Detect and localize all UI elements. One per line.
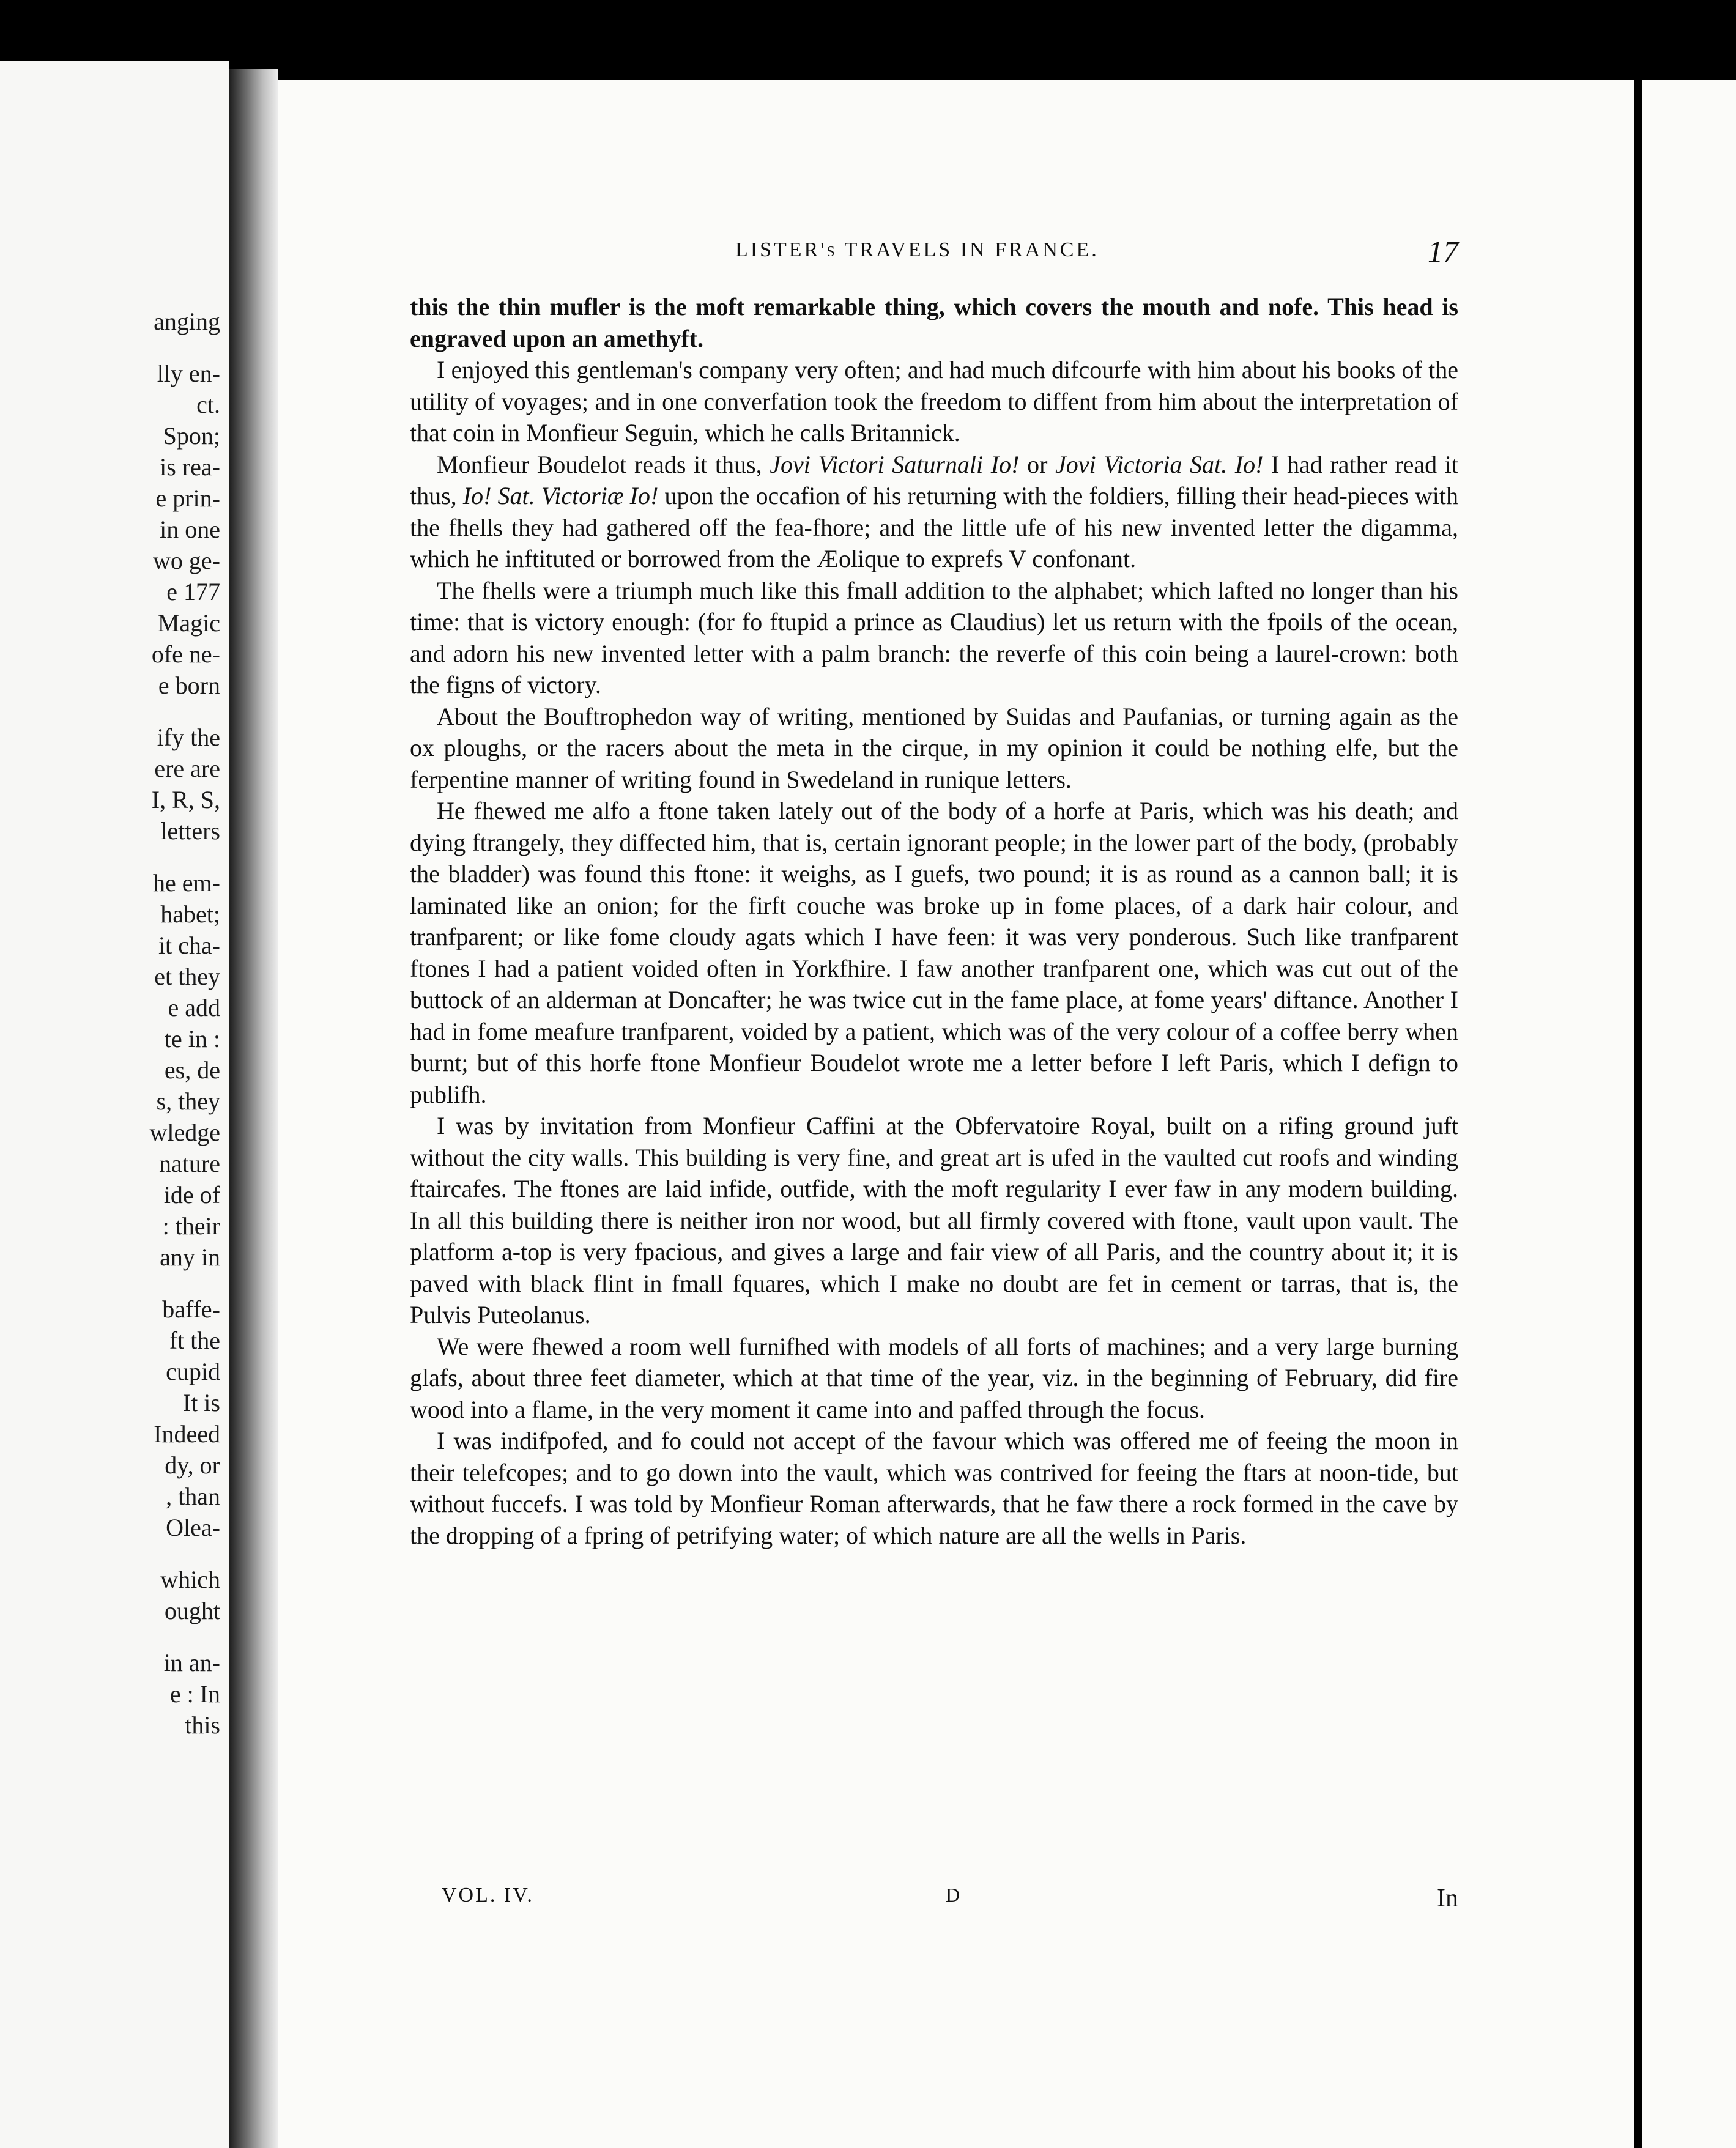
facing-page-line: Magic: [157, 609, 220, 637]
facing-page-line: , than: [166, 1483, 220, 1510]
paragraph-text: He fhewed me alfo a ftone taken lately out of the body of a horfe at Paris, which was his death; and dying ftrangely, they diffected him, that is, certain ignorant people; in the lower part of the body, (probably the bladder) was found this ftone: it weighs, as I guefs, two pound; it is as round as a cannon ball; it is laminated like an onion; for the firft couche was broke up in fome places, of a dark hair colour, and tranfparent; or like fome cloudy agats which I have feen: it was very ponderous. Such like tranfparent ftones I had a patient voided often in Yorkfhire. I faw another tranfparent one, which was cut out of the buttock of an alderman at Doncafter; he was twice cut in the fame place, at fome years' diftance. Another I had in fome meafure tranfparent, voided by a patient, which was of the very colour of a coffee berry when burnt; but of this horfe ftone Monfieur Boudelot wrote me a letter before I left Paris, which I defign to publifh.: [410, 797, 1458, 1108]
facing-page-line: [149, 1273, 220, 1294]
paragraph: [410, 449, 1458, 575]
latin-inscription: Jovi Victori Saturnali Io!: [770, 450, 1020, 478]
facing-page-line: baffe-: [162, 1295, 220, 1323]
facing-page-line: in one: [160, 516, 220, 543]
latin-inscription: Jovi Victoria Sat. Io!: [1055, 450, 1264, 478]
facing-page-line: e prin-: [155, 484, 220, 512]
facing-page-line: ft the: [169, 1327, 220, 1354]
facing-page-line: s, they: [156, 1087, 220, 1115]
facing-page-line: lly en-: [157, 360, 220, 387]
facing-page-line: [149, 701, 220, 722]
facing-page-line: which: [160, 1566, 220, 1593]
scan-frame-edge: [1634, 80, 1642, 2148]
paragraph: [410, 354, 1458, 449]
scan-margin-strip: [1642, 80, 1736, 2148]
facing-page-line: [149, 846, 220, 867]
paragraph-text: We were fhewed a room well furnifhed with models of all forts of machines; and a very large burning glafs, about three feet diameter, which at that time of the year, viz. in the beginning of February, did fire wood into a flame, in the very moment it came into and paffed through the focus.: [410, 1332, 1458, 1423]
page-number: 17: [1428, 234, 1458, 268]
paragraph-text: I was indifpofed, and fo could not accept of the favour which was offered me of feeing the moon in their telefcopes; and to go down into the vault, which was contrived for feeing the ftars at noon-tide, but without fuccefs. I was told by Monfieur Roman afterwards, that he faw there a rock formed in the cave by the dropping of a fpring of petrifying water; of which nature are all the wells in Paris.: [410, 1427, 1458, 1549]
facing-page-fragment: [0, 61, 229, 2148]
facing-page-line: ofe ne-: [151, 640, 220, 668]
facing-page-line: letters: [160, 817, 220, 845]
facing-page-line: in an-: [163, 1649, 220, 1676]
body-text: [410, 291, 1458, 1551]
catchword: In: [1437, 1884, 1458, 1913]
facing-page-line: this: [185, 1711, 220, 1739]
facing-page-line: is rea-: [160, 453, 220, 481]
facing-page-line: he em-: [153, 869, 220, 897]
facing-page-line: habet;: [160, 900, 220, 928]
facing-page-line: ify the: [157, 724, 220, 751]
paragraph-text: I had rather read it thus,: [410, 450, 1459, 509]
facing-page-line: e add: [168, 994, 220, 1021]
paragraph-text: upon the occafion of his returning with the foldiers, filling their head-pieces with the fhells they had gathered off the fea-fhore; and the little ufe of his new invented letter the digamma, which he inftituted or borrowed from the Æolique to exprefs V confonant.: [410, 482, 1459, 572]
facing-page-line: te in :: [164, 1025, 220, 1053]
facing-page-line: nature: [159, 1150, 220, 1177]
facing-page-line: e born: [158, 672, 220, 699]
paragraph: [410, 1110, 1458, 1331]
facing-page-line: e 177: [166, 578, 220, 606]
main-page: [278, 80, 1736, 2148]
signature-mark: D: [946, 1884, 960, 1906]
facing-page-line: cupid: [166, 1358, 220, 1385]
scan-top-border: [0, 0, 1736, 69]
page-header: [278, 234, 1458, 275]
facing-page-line: es, de: [164, 1056, 220, 1084]
facing-page-text: [149, 306, 220, 1741]
paragraph-text: The fhells were a triumph much like this fmall addition to the alphabet; which lafted no longer than his time: that is victory enough: (for fo ftupid a prince as Claudius) let us return with the fpoils of the ocean, and adorn his new invented letter with a palm branch: the reverfe of this coin being a laurel-crown: both the figns of victory.: [410, 576, 1458, 698]
facing-page-line: wledge: [149, 1119, 220, 1146]
running-title: LISTER's TRAVELS IN FRANCE.: [735, 239, 1099, 261]
facing-page-line: ought: [164, 1597, 220, 1624]
paragraph: [410, 701, 1458, 796]
book-gutter-shadow: [229, 69, 278, 2148]
paragraph-text: About the Bouftrophedon way of writing, mentioned by Suidas and Paufanias, or turning again as the ox ploughs, or the racers about the meta in the cirque, in my opinion it could be nothing elfe, but the ferpentine manner of writing found in Swedeland in runique letters.: [410, 702, 1458, 793]
facing-page-line: Olea-: [166, 1514, 220, 1541]
facing-page-line: ct.: [196, 391, 220, 418]
facing-page-line: It is: [182, 1389, 220, 1417]
facing-page-line: : their: [162, 1212, 220, 1240]
facing-page-line: wo ge-: [153, 547, 220, 574]
facing-page-line: e : In: [169, 1680, 220, 1708]
facing-page-line: [149, 1543, 220, 1564]
volume-signature: VOL. IV.: [442, 1884, 534, 1906]
facing-page-line: ide of: [163, 1181, 220, 1209]
paragraph: [410, 795, 1458, 1110]
facing-page-line: dy, or: [165, 1451, 220, 1479]
facing-page-line: anging: [154, 308, 220, 335]
facing-page-line: [149, 337, 220, 358]
paragraph-text: this the thin mufler is the moft remarkable thing, which covers the mouth and nofe. This head is engraved upon an amethyft.: [410, 293, 1458, 352]
latin-inscription: Io! Sat. Victoriæ Io!: [462, 482, 659, 509]
page-footer: [278, 1884, 1458, 1920]
facing-page-line: any in: [160, 1243, 220, 1271]
paragraph: [410, 291, 1458, 354]
paragraph-text: Monfieur Boudelot reads it thus,: [437, 450, 762, 478]
facing-page-line: it cha-: [158, 931, 220, 959]
paragraph-text: or: [1027, 450, 1048, 478]
paragraph: [410, 1331, 1458, 1426]
paragraph: [410, 1425, 1458, 1551]
facing-page-line: et they: [154, 963, 220, 990]
paragraph-text: I enjoyed this gentleman's company very often; and had much difcourfe with him about his books of the utility of voyages; and in one converfation took the freedom to diffent from him about the interpretation of that coin in Monfieur Seguin, which he calls Britannick.: [410, 356, 1458, 446]
facing-page-line: Indeed: [154, 1420, 220, 1448]
facing-page-line: ere are: [154, 755, 220, 782]
facing-page-line: [149, 1626, 220, 1647]
paragraph-text: I was by invitation from Monfieur Caffini at the Obfervatoire Royal, built on a rifing ground juft without the city walls. This building is very fine, and great art is ufed in the vaulted cut roofs and winding ftaircafes. The ftones are laid infide, outfide, with the moft regularity I ever faw in any modern building. In all this building there is neither iron nor wood, but all firmly covered with ftone, vault upon vault. The platform a-top is very fpacious, and gives a large and fair view of all Paris, and the country about it; it is paved with black flint in fmall fquares, which I make no doubt are fet in cement or tarras, that is, the Pulvis Puteolanus.: [410, 1112, 1458, 1328]
facing-page-line: I, R, S,: [151, 786, 220, 813]
facing-page-line: Spon;: [163, 422, 220, 450]
paragraph: [410, 575, 1458, 701]
